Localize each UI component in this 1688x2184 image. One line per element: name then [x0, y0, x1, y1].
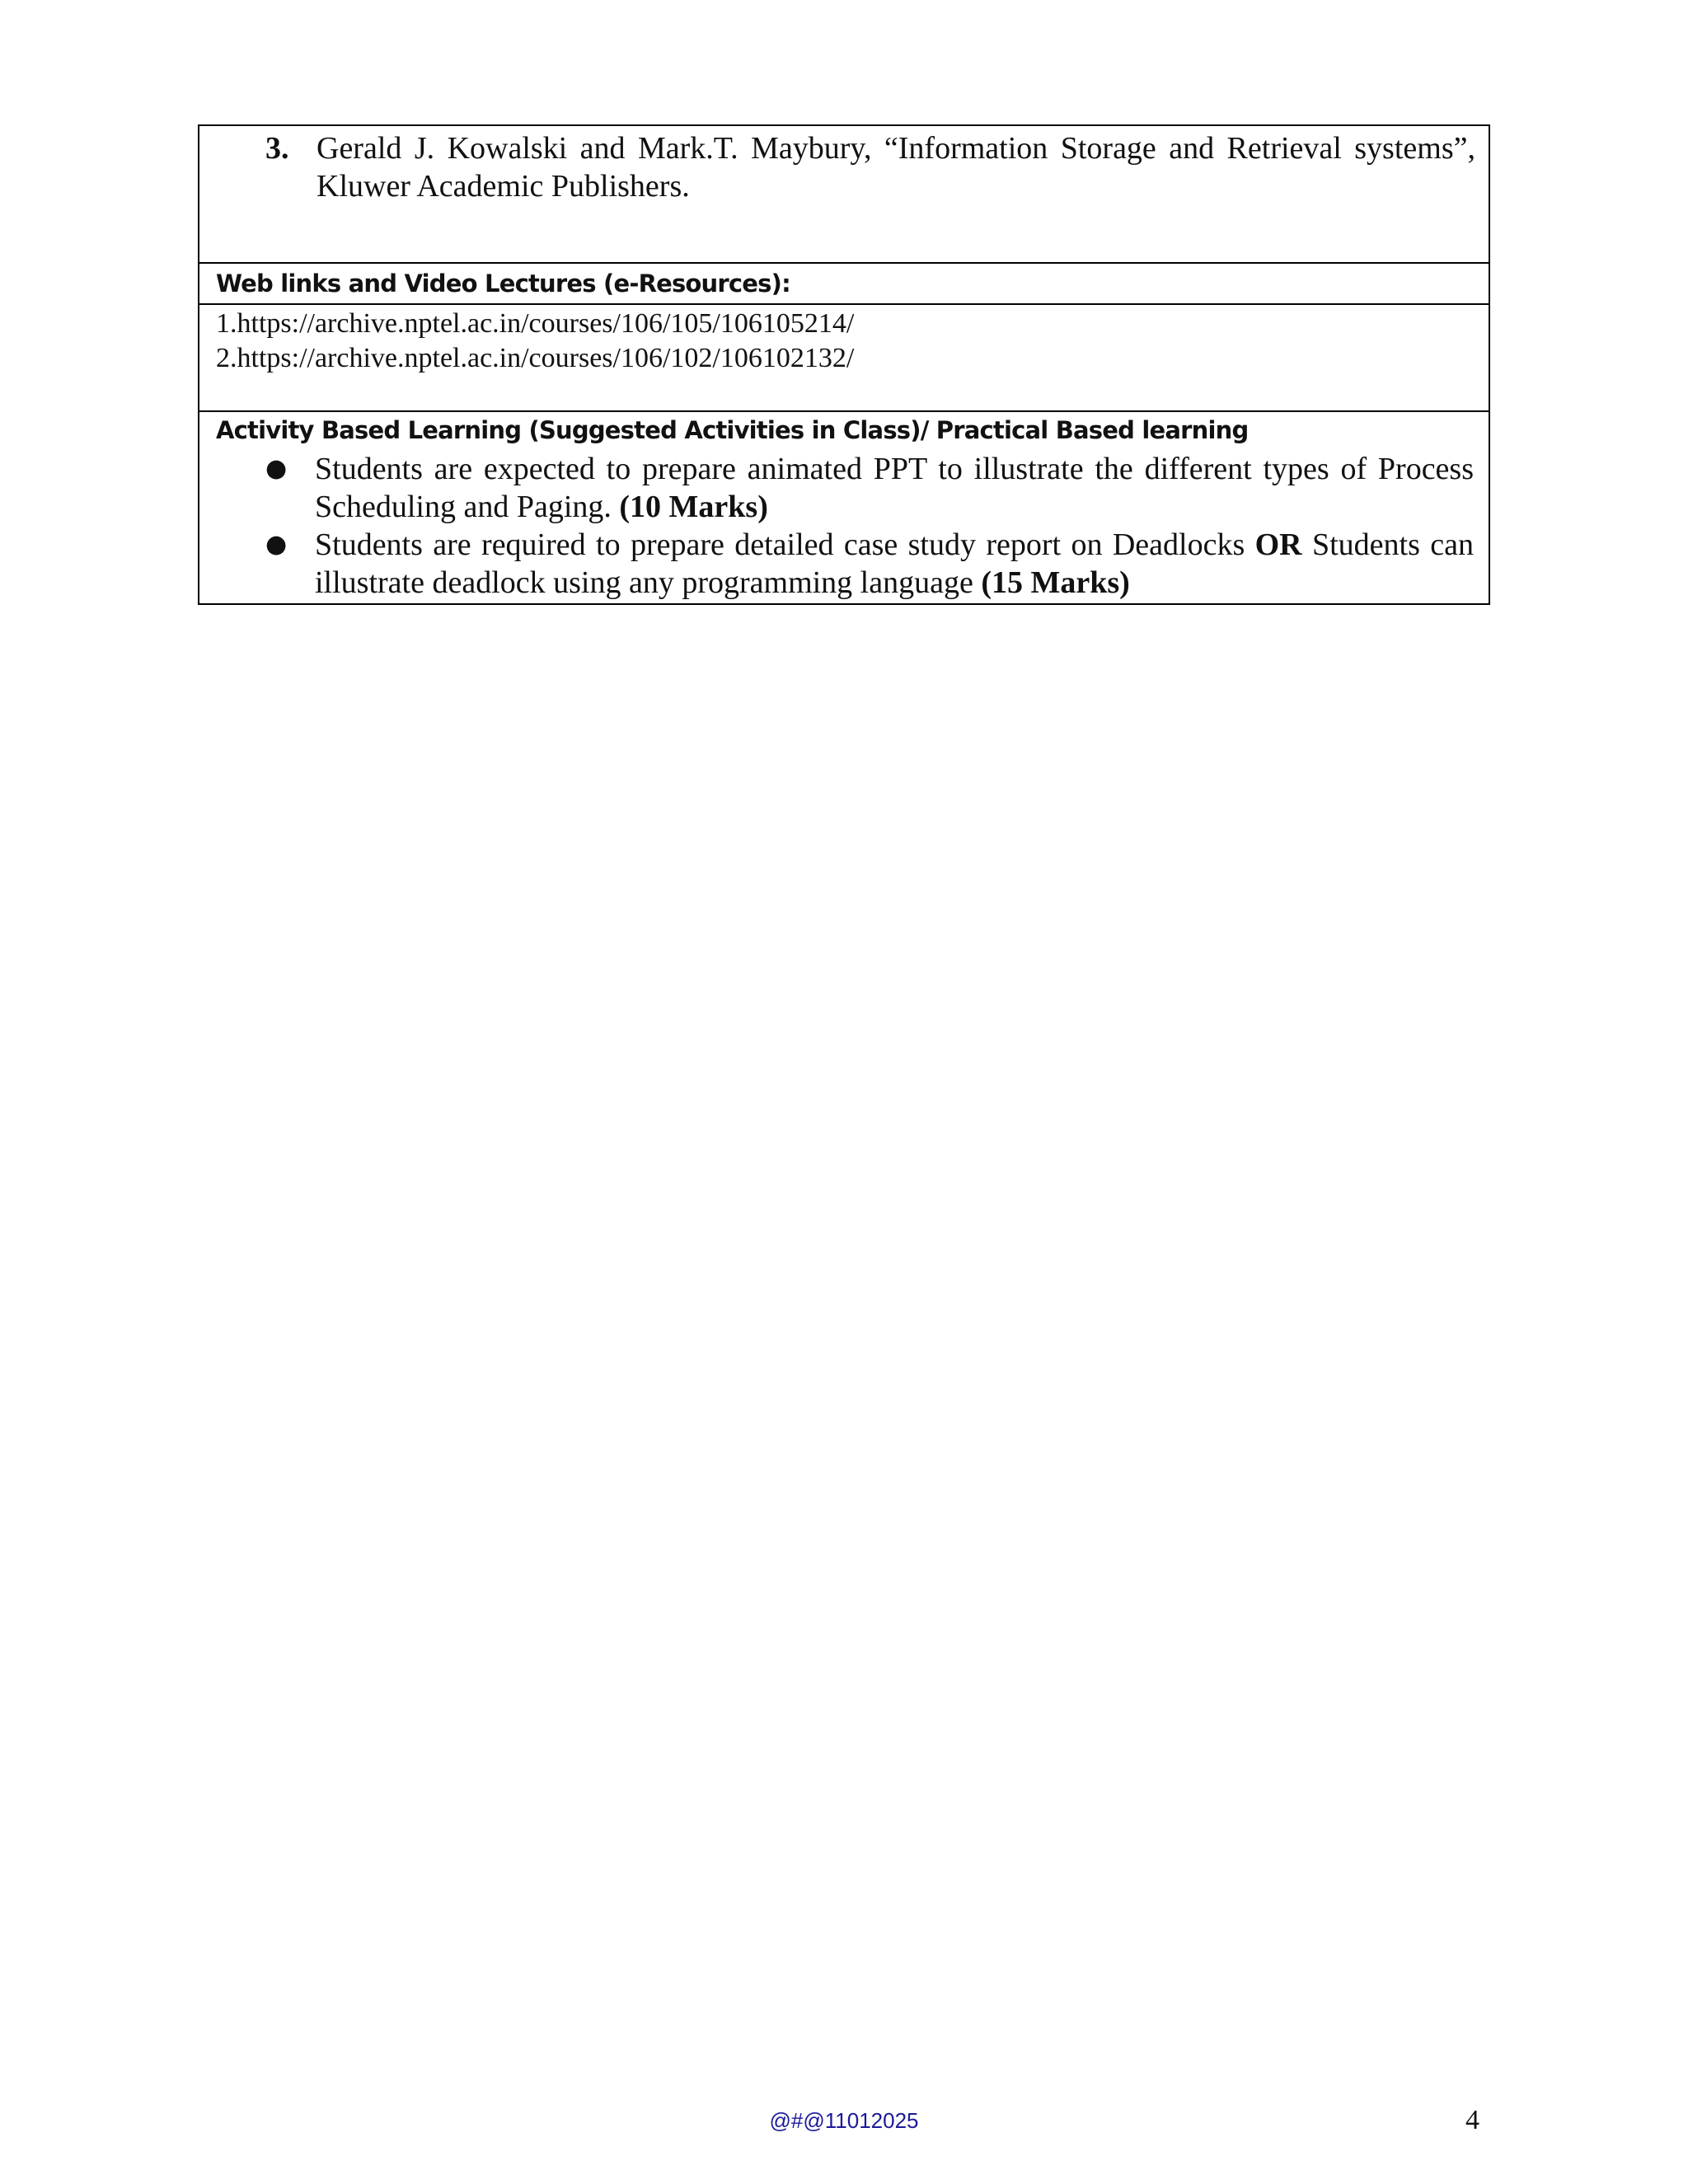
reference-row — [199, 126, 1489, 262]
reference-text: Gerald J. Kowalski and Mark.T. Maybury, “Information Storage and Retrieval systems”, Kluwer Academic Publishers. — [316, 131, 1475, 204]
activity-row — [199, 410, 1489, 603]
web-links-row — [199, 303, 1489, 410]
activity-1-text: Students are expected to prepare animated PPT to illustrate the different types of Process Scheduling and Paging. — [315, 452, 1474, 524]
activity-heading: Activity Based Learning (Suggested Activities in Class)/ Practical Based learning — [216, 416, 1249, 444]
web-link-2[interactable]: 2.https://archive.nptel.ac.in/courses/106/102/106102132/ — [216, 343, 855, 373]
footer-code: @#@11012025 — [769, 2108, 919, 2133]
web-link-1[interactable]: 1.https://archive.nptel.ac.in/courses/106/105/106105214/ — [216, 308, 855, 339]
page-number: 4 — [1465, 2105, 1479, 2135]
activity-list — [199, 450, 1489, 602]
activity-2-text: Students are required to prepare detailed case study report on Deadlocks — [315, 527, 1255, 562]
web-links-heading: Web links and Video Lectures (e-Resources): — [199, 262, 1489, 303]
reference-number: 3. — [265, 131, 289, 166]
bullet-icon: ● — [265, 530, 288, 559]
activity-2-or: OR — [1254, 527, 1302, 562]
activity-2-text-middle: Students can illustrate deadlock using any programming language — [315, 527, 1474, 600]
activity-1-marks: (10 Marks) — [619, 490, 768, 524]
activity-2-marks: (15 Marks) — [981, 565, 1130, 600]
list-item — [199, 450, 1489, 526]
syllabus-table — [198, 124, 1490, 605]
list-item — [199, 526, 1489, 602]
bullet-icon: ● — [265, 454, 288, 483]
